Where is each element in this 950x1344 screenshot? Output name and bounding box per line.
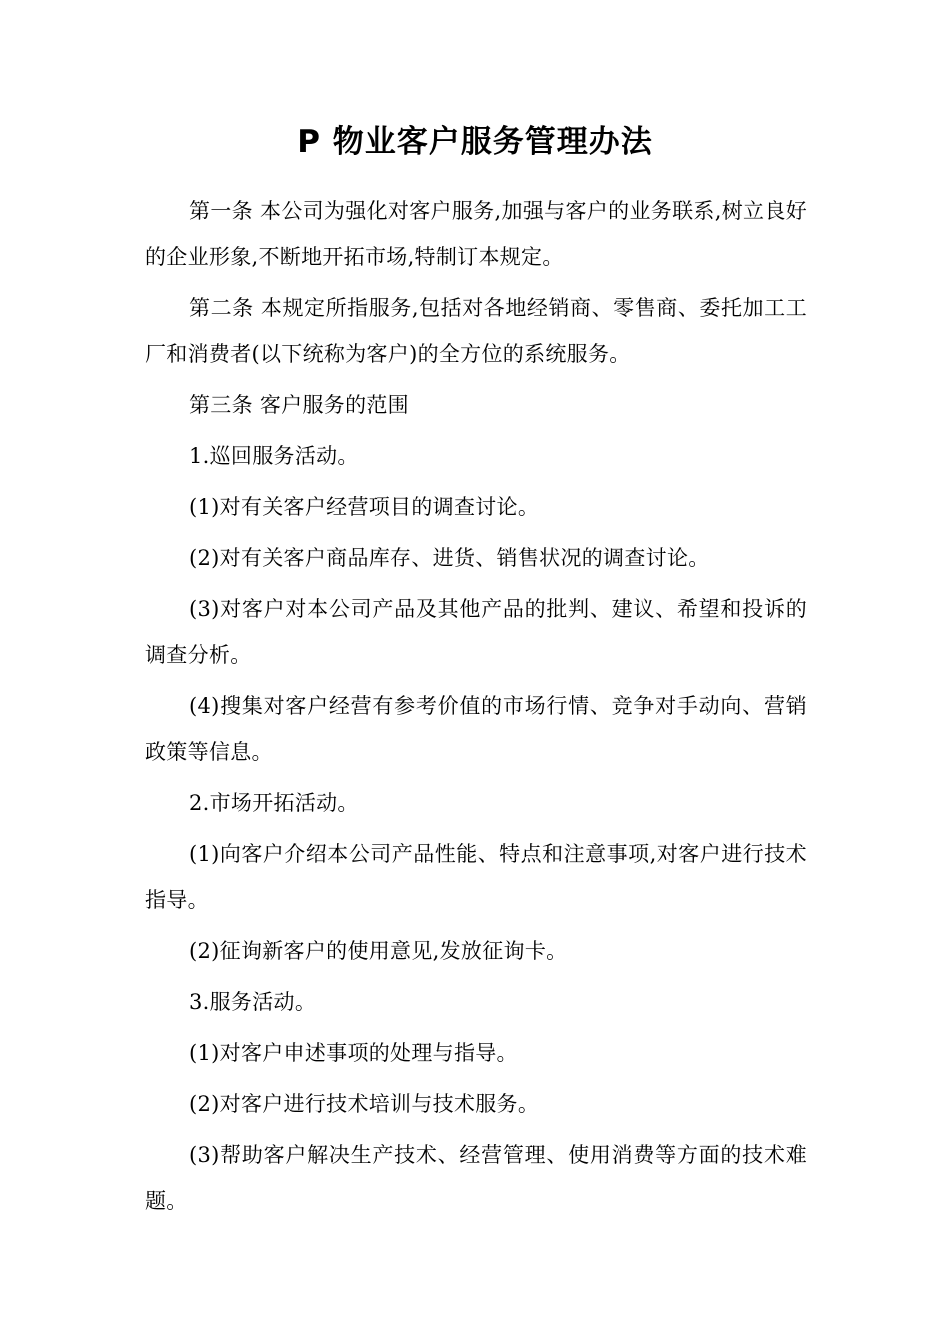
paragraph-section-2: 2.市场开拓活动。 (189, 791, 359, 815)
paragraph-item: (2)对客户进行技术培训与技术服务。 (189, 1092, 540, 1116)
paragraph-item: (4)搜集对客户经营有参考价值的市场行情、竞争对手动向、营销政策等信息。 (145, 694, 807, 764)
paragraph-article-2: 第二条 本规定所指服务,包括对各地经销商、零售商、委托加工工厂和消费者(以下统称为客户)的全方位的系统服务。 (145, 296, 807, 366)
paragraph-item: (2)对有关客户商品库存、进货、销售状况的调查讨论。 (189, 546, 710, 570)
paragraph-item: (2)征询新客户的使用意见,发放征询卡。 (189, 939, 568, 963)
paragraph-section-1: 1.巡回服务活动。 (189, 444, 359, 468)
paragraph-item: (1)向客户介绍本公司产品性能、特点和注意事项,对客户进行技术指导。 (145, 842, 807, 912)
paragraph-article-3: 第三条 客户服务的范围 (189, 393, 409, 417)
paragraph-section-3: 3.服务活动。 (189, 990, 317, 1014)
paragraph-item: (3)帮助客户解决生产技术、经营管理、使用消费等方面的技术难题。 (145, 1143, 807, 1213)
paragraph-item: (1)对客户申述事项的处理与指导。 (189, 1041, 518, 1065)
paragraph-article-1: 第一条 本公司为强化对客户服务,加强与客户的业务联系,树立良好的企业形象,不断地开拓市场,特制订本规定。 (145, 199, 807, 269)
document-title: P 物业客户服务管理办法 (297, 124, 653, 160)
paragraph-item: (3)对客户对本公司产品及其他产品的批判、建议、希望和投诉的调查分析。 (145, 597, 807, 667)
paragraph-item: (1)对有关客户经营项目的调查讨论。 (189, 495, 540, 519)
document-body (145, 188, 807, 1229)
